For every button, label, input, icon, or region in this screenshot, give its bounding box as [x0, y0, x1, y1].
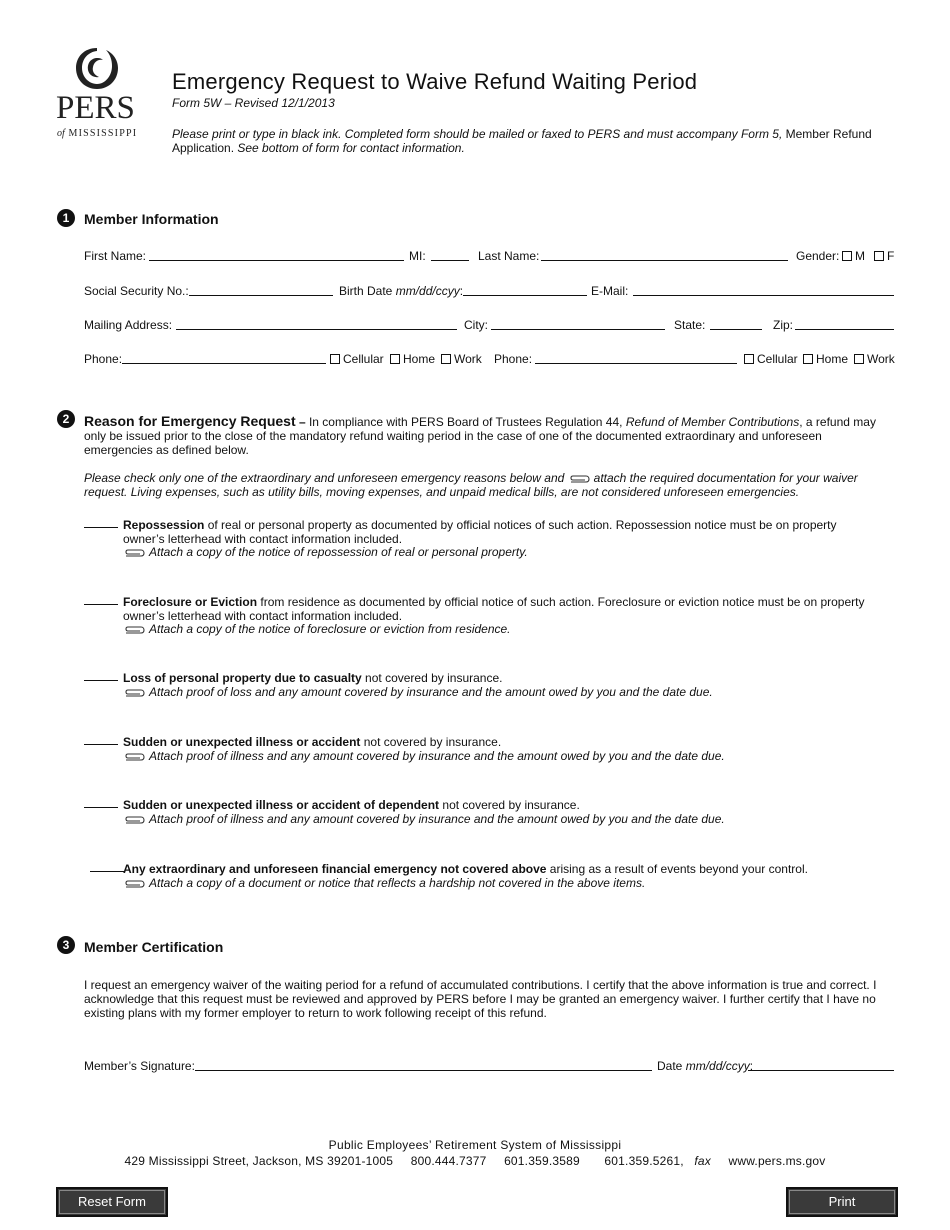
ssn-row	[84, 284, 896, 300]
option-illness-check-line[interactable]	[84, 744, 118, 745]
print-button[interactable]: Print	[786, 1187, 898, 1217]
option-repossession-check-line[interactable]	[84, 527, 118, 528]
mailing-address-field[interactable]	[176, 318, 457, 330]
phone-1-cellular-option[interactable]: Cellular	[330, 352, 384, 366]
signature-field[interactable]	[195, 1059, 652, 1071]
reason-instructions: Please check only one of the extraordinary and unforeseen emergency reasons below and attach the required documentation for your waiver request. Living expenses, such as utility bills, moving expenses, and unpaid medical bills, are not considered unforeseen emergencies.	[84, 471, 858, 499]
email-field[interactable]	[633, 284, 894, 296]
last-name-label: Last Name:	[478, 249, 540, 263]
mi-field[interactable]	[431, 249, 469, 261]
footer-phone-2: 601.359.3589	[504, 1154, 580, 1168]
paperclip-icon	[123, 815, 145, 825]
paperclip-icon	[123, 688, 145, 698]
address-row	[84, 318, 896, 334]
birth-date-field[interactable]	[463, 284, 587, 296]
paperclip-icon	[123, 625, 145, 635]
state-label: State:	[674, 318, 706, 332]
section-3-title: Member Certification	[84, 939, 224, 955]
phone-2-field[interactable]	[535, 352, 737, 364]
state-field[interactable]	[710, 318, 762, 330]
phone-2-home-checkbox[interactable]	[803, 354, 813, 364]
zip-field[interactable]	[795, 318, 894, 330]
birth-date-label: Birth Date mm/dd/ccyy:	[339, 284, 464, 298]
ssn-label: Social Security No.:	[84, 284, 189, 298]
zip-label: Zip:	[773, 318, 794, 332]
footer-fax: 601.359.5261, fax	[604, 1154, 711, 1168]
option-financial-emergency: Any extraordinary and unforeseen financial emergency not covered above arising as a result of events beyond your control. Attach a copy of a document or notice that reflects a hardship not covered in the above items.	[90, 863, 880, 890]
option-dependent-illness: Sudden or unexpected illness or accident of dependent not covered by insurance. Attach proof of illness and any amount covered by insurance and the amount owed by you and the date due.	[84, 799, 874, 826]
option-foreclosure: Foreclosure or Eviction from residence as documented by official notice of such action. Foreclosure or eviction notice must be on property owner’s letterhead with contact information included. Attach a copy of the notice of foreclosure or eviction from residence.	[84, 596, 874, 637]
logo-subtitle: of MISSISSIPPI	[57, 128, 138, 139]
ssn-field[interactable]	[189, 284, 333, 296]
page-title: Emergency Request to Waive Refund Waiting Period	[172, 69, 698, 94]
mailing-address-label: Mailing Address:	[84, 318, 173, 332]
option-repossession: Repossession of real or personal property as documented by official notices of such action. Repossession notice must be on property owner’s letterhead with contact information included. Attach a copy of the notice of repossession of real or personal property.	[84, 519, 874, 560]
city-label: City:	[464, 318, 488, 332]
intro-text: Please print or type in black ink. Completed form should be mailed or faxed to PERS and must accompany Form 5, Member Refund Application. See bottom of form for contact information.	[172, 127, 872, 155]
form-revision: Form 5W – Revised 12/1/2013	[172, 96, 335, 110]
gender-f-option[interactable]: F	[874, 249, 894, 263]
certification-text: I request an emergency waiver of the waiting period for a refund of accumulated contributions. I certify that the above information is true and correct. I acknowledge that this request must be reviewed and approved by PERS before I may be granted an emergency waiver. I further certify that I have no existing plans with my former employer to return to work following receipt of this refund.	[84, 978, 877, 1020]
name-row	[84, 249, 896, 265]
phone-2-cellular-option[interactable]: Cellular	[744, 352, 798, 366]
option-casualty: Loss of personal property due to casualty not covered by insurance. Attach proof of loss and any amount covered by insurance and the amount owed by you and the date due.	[84, 672, 874, 699]
first-name-label: First Name:	[84, 249, 147, 263]
last-name-field[interactable]	[541, 249, 788, 261]
section-1-title: Member Information	[84, 211, 219, 227]
option-financial-emergency-check-line[interactable]	[90, 871, 124, 872]
signature-row	[84, 1059, 896, 1075]
option-casualty-check-line[interactable]	[84, 680, 118, 681]
city-field[interactable]	[491, 318, 665, 330]
phone-1-cellular-checkbox[interactable]	[330, 354, 340, 364]
gender-label: Gender:	[796, 249, 840, 263]
footer-website[interactable]: www.pers.ms.gov	[728, 1154, 826, 1168]
mi-label: MI:	[409, 249, 426, 263]
gender-m-checkbox[interactable]	[842, 251, 852, 261]
phone-2-home-option[interactable]: Home	[803, 352, 848, 366]
option-dependent-illness-check-line[interactable]	[84, 807, 118, 808]
section-2-number: 2	[57, 410, 75, 428]
footer-phone-1: 800.444.7377	[410, 1154, 487, 1168]
first-name-field[interactable]	[149, 249, 404, 261]
footer-contact	[0, 1154, 950, 1168]
paperclip-icon	[123, 548, 145, 558]
email-label: E-Mail:	[591, 284, 629, 298]
option-foreclosure-check-line[interactable]	[84, 604, 118, 605]
section-3-number: 3	[57, 936, 75, 954]
paperclip-icon	[123, 752, 145, 762]
phone-2-work-option[interactable]: Work	[854, 352, 895, 366]
paperclip-icon	[568, 474, 590, 484]
phone-1-work-checkbox[interactable]	[441, 354, 451, 364]
phone-1-home-option[interactable]: Home	[390, 352, 435, 366]
footer-organization: Public Employees’ Retirement System of Mississippi	[328, 1138, 622, 1152]
section-1-number: 1	[57, 209, 75, 227]
phone-1-field[interactable]	[122, 352, 326, 364]
gender-m-option[interactable]: M	[842, 249, 865, 263]
reason-intro: Reason for Emergency Request – In compliance with PERS Board of Trustees Regulation 44, Refund of Member Contributions, a refund may only be issued prior to the close of the mandatory refund waiting period in the case of one of the documented extraordinary and unforeseen emergencies as defined below.	[84, 413, 876, 457]
section-2-title: Reason for Emergency Request	[84, 413, 296, 429]
gender-f-checkbox[interactable]	[874, 251, 884, 261]
pers-logo-icon	[72, 44, 122, 94]
footer-address: 429 Mississippi Street, Jackson, MS 39201-1005	[124, 1154, 394, 1168]
reset-form-button[interactable]: Reset Form	[56, 1187, 168, 1217]
paperclip-icon	[123, 879, 145, 889]
phone-row	[84, 352, 896, 368]
phone-1-home-checkbox[interactable]	[390, 354, 400, 364]
signature-label: Member’s Signature:	[84, 1059, 195, 1073]
date-field[interactable]	[748, 1059, 894, 1071]
logo-wordmark: PERS	[56, 90, 135, 126]
option-illness: Sudden or unexpected illness or accident not covered by insurance. Attach proof of illness and any amount covered by insurance and the amount owed by you and the date due.	[84, 736, 874, 763]
phone-2-label: Phone:	[494, 352, 533, 366]
phone-1-work-option[interactable]: Work	[441, 352, 482, 366]
phone-2-cellular-checkbox[interactable]	[744, 354, 754, 364]
phone-1-label: Phone:	[84, 352, 123, 366]
date-label: Date mm/dd/ccyy:	[657, 1059, 754, 1073]
phone-2-work-checkbox[interactable]	[854, 354, 864, 364]
